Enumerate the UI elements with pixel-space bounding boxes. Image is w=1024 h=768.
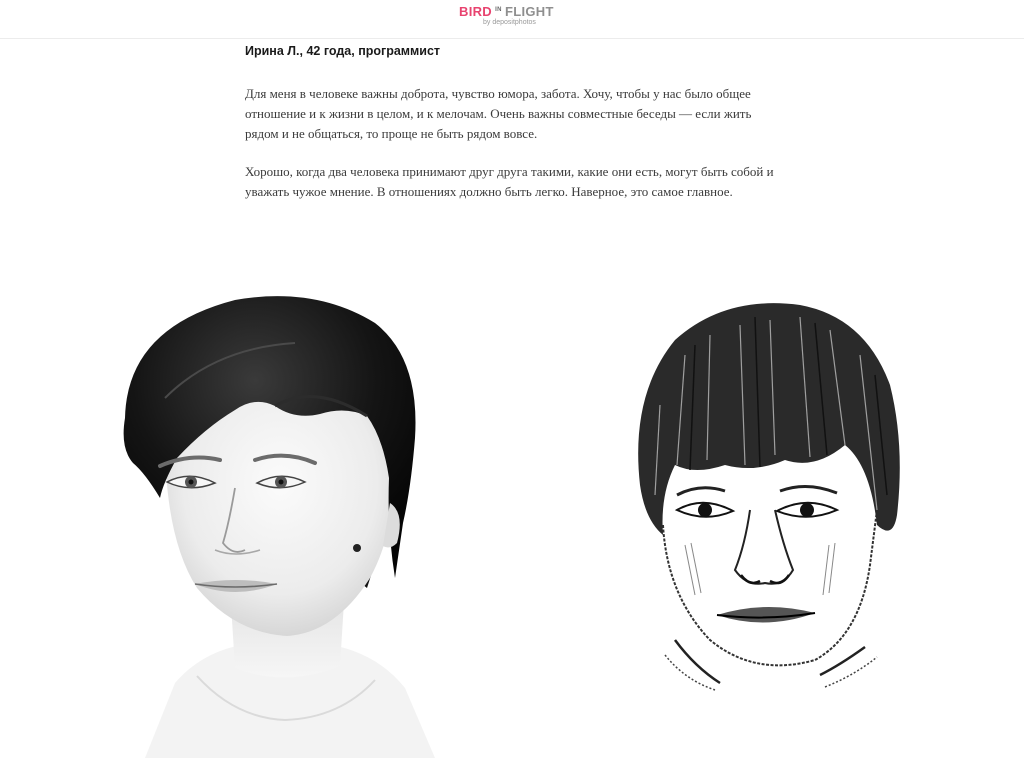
article-body [245,42,785,202]
portrait-photo [105,288,465,758]
site-header [0,0,1024,39]
bird-in-flight-logo[interactable] [459,2,569,32]
author-caption: Ирина Л., 42 года, программист [245,44,441,58]
composite-sketch [615,295,915,700]
logo-wordmark [459,4,554,19]
logo-subtitle: by depositphotos [483,19,536,26]
logo-bird-text: BIRD [459,4,492,19]
article-paragraph-2: Хорошо, когда два человека принимают друг друга такими, какие они есть, могут быть собой и уважать чужое мнение. В отношениях должно быть легко. Наверное, это самое главное. [245,164,774,199]
article-paragraph-1: Для меня в человеке важны доброта, чувство юмора, забота. Хочу, чтобы у нас было общее отношение и к жизни в целом, и к мелочам. Очень важны совместные беседы — если жить рядом и не общаться, то проще не быть рядом вовсе. [245,86,752,141]
logo-in-text: IN [495,7,502,13]
logo-flight-text: FLIGHT [504,4,554,19]
